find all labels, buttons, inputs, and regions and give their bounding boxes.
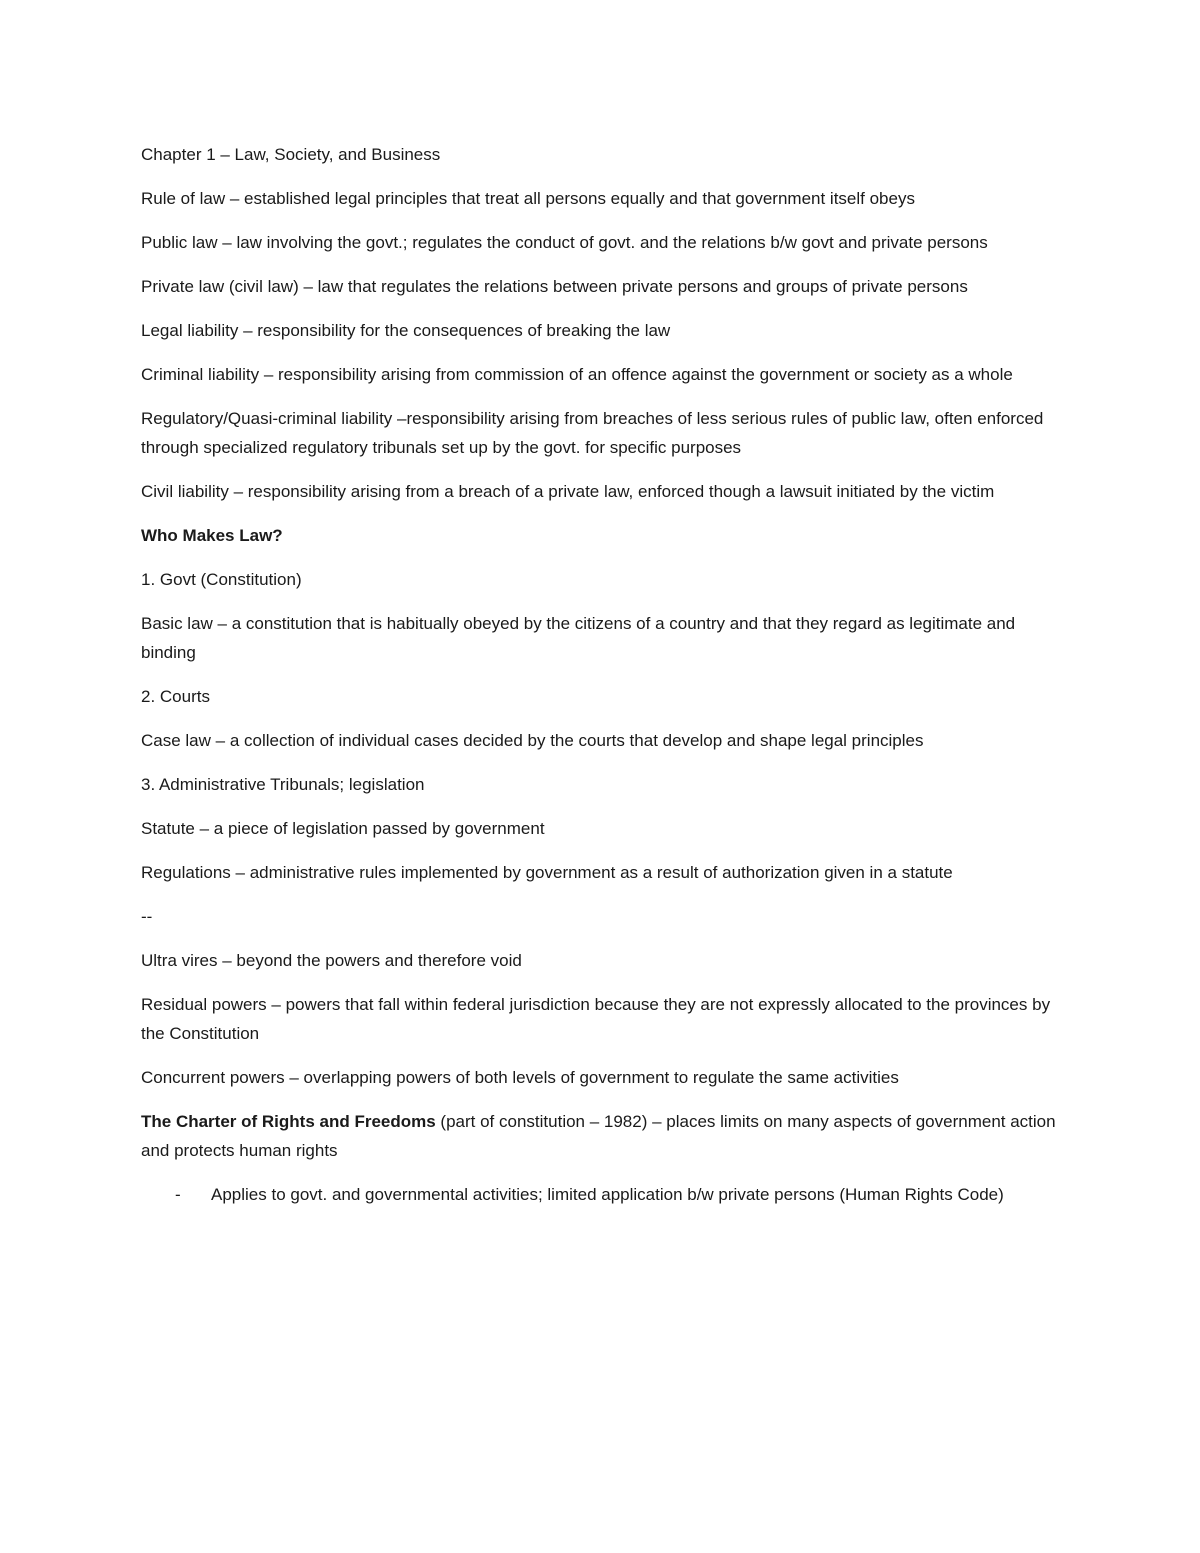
term: Public law [141, 233, 218, 252]
charter-term: The Charter of Rights and Freedoms [141, 1112, 436, 1131]
list-item [141, 1180, 1066, 1209]
separator-dash: – [230, 863, 250, 882]
definition-text: administrative rules implemented by government as a result of authorization given in a statute [249, 863, 953, 882]
separator-dash: – [298, 277, 318, 296]
definition-text: a constitution that is habitually obeyed by the citizens of a country and that they regard as legitimate and binding [141, 614, 1016, 662]
definition-text: responsibility arising from commission of an offence against the government or society as a whole [278, 365, 1013, 384]
term: Regulations [141, 863, 231, 882]
document-body [141, 140, 1066, 1209]
separator-dash: – [212, 614, 232, 633]
definition-text: law involving the govt.; regulates the conduct of govt. and the relations b/w govt and private persons [236, 233, 988, 252]
definition-private-law [141, 272, 1066, 301]
definition-text: powers that fall within federal jurisdiction because they are not expressly allocated to the provinces by the Constitution [141, 995, 1051, 1043]
definition-concurrent-powers [141, 1063, 1066, 1092]
separator-dash: – [217, 233, 237, 252]
separator-dash: – [284, 1068, 304, 1087]
definition-civil-liability [141, 477, 1066, 506]
separator-dash: – [238, 321, 258, 340]
bullet-text: Applies to govt. and governmental activities; limited application b/w private persons (Human Rights Code) [211, 1185, 1004, 1204]
term: Regulatory/Quasi-criminal liability [141, 409, 393, 428]
separator-dash: – [259, 365, 278, 384]
term: Legal liability [141, 321, 239, 340]
separator-dash: – [194, 819, 214, 838]
separator-dash: – [392, 409, 407, 428]
definition-regulations [141, 858, 1066, 887]
separator-dash: – [225, 189, 245, 208]
bullet-dash: - [175, 1185, 181, 1204]
definition-text: established legal principles that treat all persons equally and that government itself obeys [244, 189, 915, 208]
definition-public-law [141, 228, 1066, 257]
definition-text: a piece of legislation passed by government [213, 819, 545, 838]
definition-basic-law [141, 609, 1066, 667]
term: Concurrent powers [141, 1068, 285, 1087]
term: Residual powers [141, 995, 267, 1014]
definition-case-law [141, 726, 1066, 755]
definition-text: responsibility arising from a breach of a private law, enforced though a lawsuit initiated by the victim [247, 482, 995, 501]
charter-paragraph [141, 1107, 1066, 1165]
separator-dash: – [266, 995, 286, 1014]
definition-ultra-vires [141, 946, 1066, 975]
chapter-title: Chapter 1 – Law, Society, and Business [141, 145, 441, 164]
term: Criminal liability [141, 365, 260, 384]
definition-text: a collection of individual cases decided by the courts that develop and shape legal principles [229, 731, 924, 750]
definition-text: beyond the powers and therefore void [236, 951, 522, 970]
definition-text: overlapping powers of both levels of government to regulate the same activities [303, 1068, 899, 1087]
term: Basic law [141, 614, 213, 633]
separator-dash: – [217, 951, 237, 970]
definition-statute [141, 814, 1066, 843]
definition-text: responsibility for the consequences of breaking the law [257, 321, 671, 340]
term: Statute [141, 819, 195, 838]
definition-rule-of-law [141, 184, 1066, 213]
definition-residual-powers [141, 990, 1066, 1048]
term: Case law [141, 731, 211, 750]
charter-description: (part of constitution – 1982) – places limits on many aspects of government action and protects human rights [141, 1112, 1056, 1160]
section-heading-who-makes-law: Who Makes Law? [141, 526, 283, 545]
definition-legal-liability [141, 316, 1066, 345]
term: Rule of law [141, 189, 226, 208]
separator-dash: – [210, 731, 230, 750]
definition-criminal-liability [141, 360, 1066, 389]
definition-text: law that regulates the relations between private persons and groups of private persons [317, 277, 968, 296]
definition-regulatory-liability [141, 404, 1066, 462]
separator-dash: – [228, 482, 248, 501]
term: Private law (civil law) [141, 277, 299, 296]
section-heading-govt: 1. Govt (Constitution) [141, 570, 302, 589]
term: Ultra vires [141, 951, 218, 970]
section-heading-tribunals: 3. Administrative Tribunals; legislation [141, 775, 425, 794]
section-heading-courts: 2. Courts [141, 687, 210, 706]
section-separator: -- [141, 907, 153, 926]
term: Civil liability [141, 482, 229, 501]
definition-text: responsibility arising from breaches of less serious rules of public law, often enforced through specialized regulatory tribunals set up by the govt. for specific purposes [141, 409, 1044, 457]
